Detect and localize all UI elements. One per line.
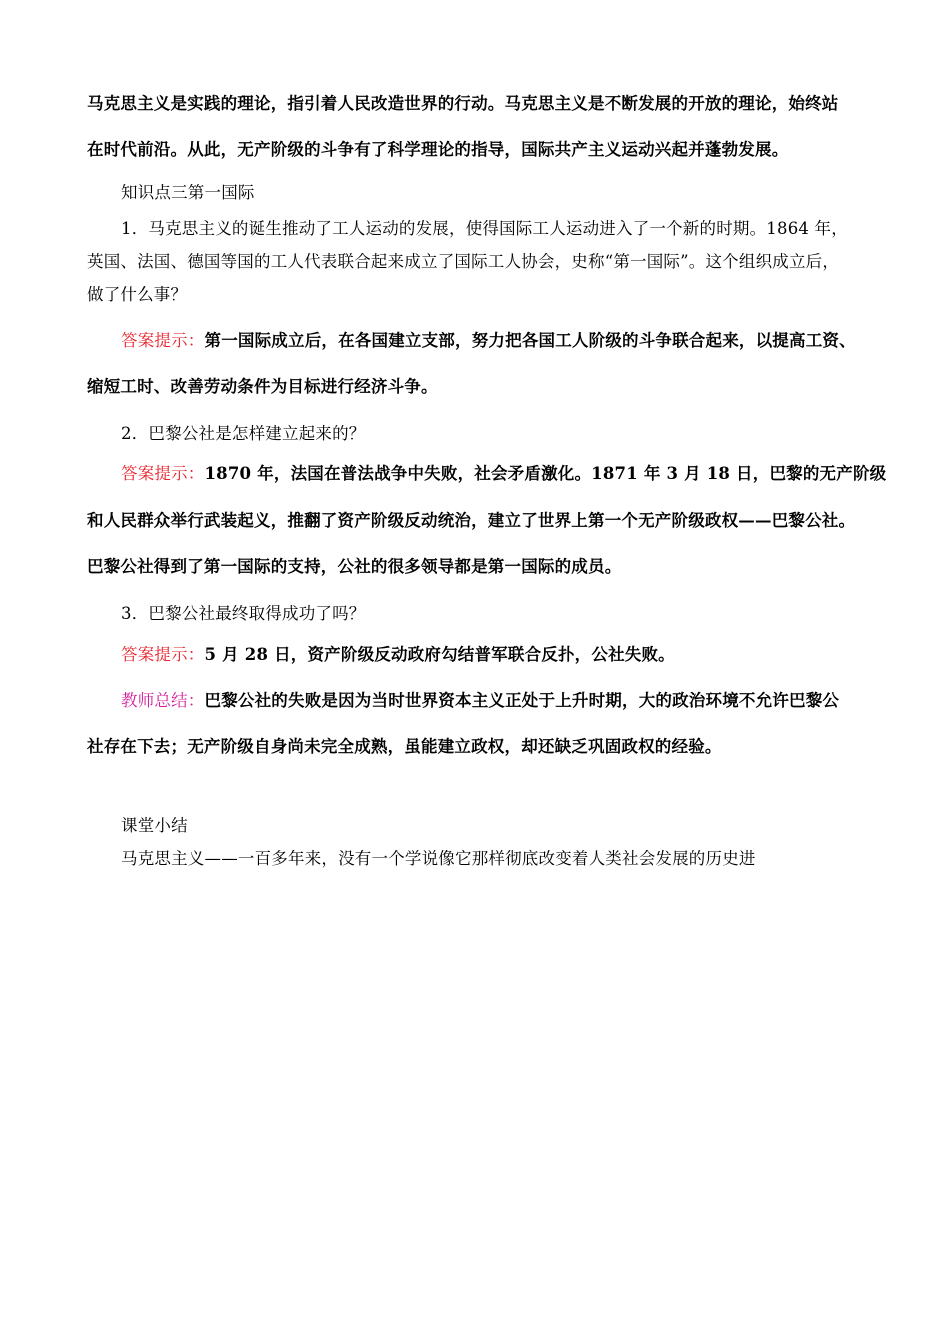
answer-3-text: 5 月 28 日，资产阶级反动政府勾结普军联合反扑，公社失败。 — [204, 645, 675, 664]
section-heading: 知识点三第一国际 — [121, 183, 255, 202]
answer-1-text: 第一国际成立后，在各国建立支部，努力把各国工人阶级的斗争联合起来，以提高工资、 — [204, 331, 856, 350]
teacher-summary-line-1 — [121, 690, 950, 712]
answer-2-line-3: 巴黎公社得到了第一国际的支持，公社的很多领导都是第一国际的成员。 — [87, 557, 622, 576]
class-summary-heading: 课堂小结 — [121, 816, 188, 835]
answer-2-line-1 — [121, 463, 950, 485]
answer-label: 答案提示： — [121, 331, 205, 350]
answer-label: 答案提示： — [121, 645, 205, 664]
question-1-line-1: 1．马克思主义的诞生推动了工人运动的发展，使得国际工人运动进入了一个新的时期。1864 年， — [121, 219, 848, 238]
teacher-summary-text: 巴黎公社的失败是因为当时世界资本主义正处于上升时期，大的政治环境不允许巴黎公 — [204, 691, 840, 710]
answer-3 — [121, 644, 950, 666]
teacher-summary-label: 教师总结： — [121, 691, 205, 710]
answer-1-line-2: 缩短工时、改善劳动条件为目标进行经济斗争。 — [87, 377, 438, 396]
question-1-line-2: 英国、法国、德国等国的工人代表联合起来成立了国际工人协会，史称“第一国际”。这个组织成立后， — [87, 252, 840, 271]
answer-2-text: 1870 年，法国在普法战争中失败，社会矛盾激化。1871 年 3 月 18 日，巴黎的无产阶级 — [204, 464, 887, 483]
question-1-line-3: 做了什么事？ — [87, 285, 188, 304]
question-2: 2．巴黎公社是怎样建立起来的？ — [121, 424, 366, 443]
answer-2-line-2: 和人民群众举行武装起义，推翻了资产阶级反动统治，建立了世界上第一个无产阶级政权——巴黎公社。 — [87, 511, 856, 530]
teacher-summary-line-2: 社存在下去；无产阶级自身尚未完全成熟，虽能建立政权，却还缺乏巩固政权的经验。 — [87, 737, 722, 756]
question-3: 3．巴黎公社最终取得成功了吗？ — [121, 604, 366, 623]
intro-line-1: 马克思主义是实践的理论，指引着人民改造世界的行动。马克思主义是不断发展的开放的理论，始终站 — [87, 94, 839, 113]
intro-line-2: 在时代前沿。从此，无产阶级的斗争有了科学理论的指导，国际共产主义运动兴起并蓬勃发展。 — [87, 140, 789, 159]
answer-label: 答案提示： — [121, 464, 205, 483]
answer-1-line-1 — [121, 330, 950, 352]
class-summary-text: 马克思主义——一百多年来，没有一个学说像它那样彻底改变着人类社会发展的历史进 — [121, 849, 756, 868]
